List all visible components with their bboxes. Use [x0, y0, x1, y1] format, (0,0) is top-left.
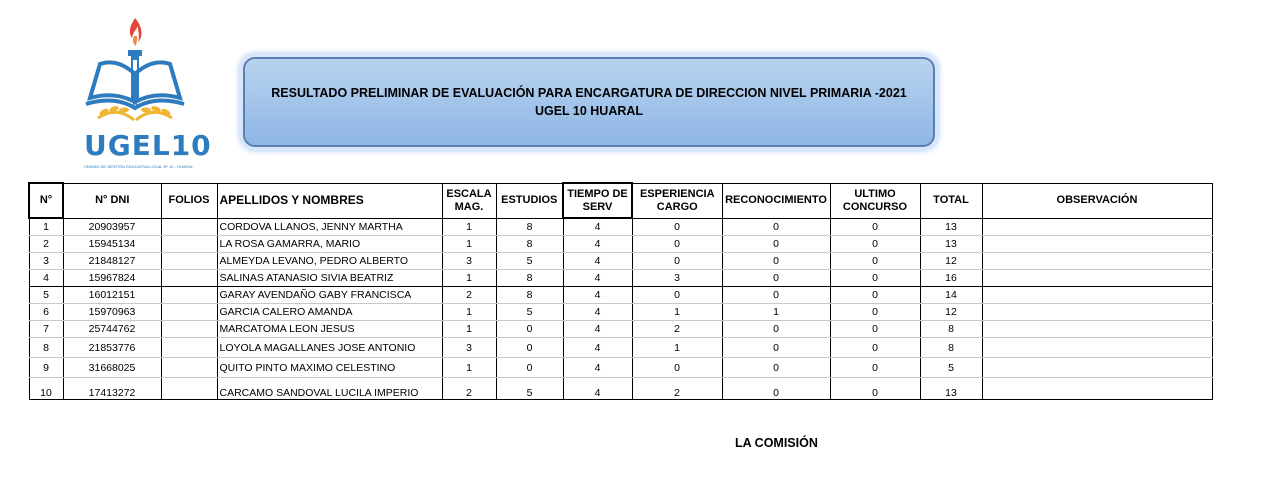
cell-experiencia: 0	[632, 236, 722, 253]
cell-experiencia: 1	[632, 338, 722, 358]
cell-ultimo: 0	[830, 321, 920, 338]
cell-dni: 15945134	[63, 236, 161, 253]
cell-observacion	[982, 304, 1212, 321]
cell-observacion	[982, 358, 1212, 378]
cell-dni: 25744762	[63, 321, 161, 338]
cell-dni: 21853776	[63, 338, 161, 358]
ugel10-logo	[78, 14, 212, 174]
cell-dni: 15970963	[63, 304, 161, 321]
cell-folios	[161, 321, 217, 338]
cell-estudios: 5	[496, 304, 563, 321]
cell-folios	[161, 287, 217, 304]
cell-estudios: 8	[496, 236, 563, 253]
cell-estudios: 8	[496, 218, 563, 236]
cell-experiencia: 0	[632, 358, 722, 378]
cell-nombre: CORDOVA LLANOS, JENNY MARTHA	[217, 218, 442, 236]
cell-nombre: LOYOLA MAGALLANES JOSE ANTONIO	[217, 338, 442, 358]
cell-escala: 2	[442, 378, 496, 400]
cell-reconocimiento: 0	[722, 287, 830, 304]
cell-ultimo: 0	[830, 304, 920, 321]
cell-total: 16	[920, 270, 982, 287]
logo-subtitle: UNIDAD DE GESTIÓN EDUCATIVA LOCAL Nº 10 - HUARAL	[84, 164, 194, 169]
cell-reconocimiento: 0	[722, 236, 830, 253]
cell-nombre: QUITO PINTO MAXIMO CELESTINO	[217, 358, 442, 378]
cell-escala: 1	[442, 218, 496, 236]
cell-observacion	[982, 338, 1212, 358]
cell-folios	[161, 358, 217, 378]
cell-ultimo: 0	[830, 236, 920, 253]
cell-total: 5	[920, 358, 982, 378]
cell-experiencia: 2	[632, 321, 722, 338]
cell-total: 8	[920, 338, 982, 358]
cell-experiencia: 2	[632, 378, 722, 400]
cell-num: 2	[29, 236, 63, 253]
cell-total: 13	[920, 236, 982, 253]
header-estudios: ESTUDIOS	[496, 183, 563, 218]
cell-dni: 20903957	[63, 218, 161, 236]
table-row	[29, 218, 1212, 236]
cell-experiencia: 3	[632, 270, 722, 287]
document-subtitle: UGEL 10 HUARAL	[534, 104, 644, 118]
table-row	[29, 270, 1212, 287]
cell-nombre: GARCIA CALERO AMANDA	[217, 304, 442, 321]
cell-total: 13	[920, 218, 982, 236]
cell-folios	[161, 236, 217, 253]
table-row	[29, 358, 1212, 378]
cell-num: 5	[29, 287, 63, 304]
cell-tiempo: 4	[563, 270, 632, 287]
comision-signature: LA COMISIÓN	[735, 436, 818, 450]
cell-escala: 1	[442, 270, 496, 287]
cell-experiencia: 0	[632, 218, 722, 236]
cell-total: 14	[920, 287, 982, 304]
cell-estudios: 0	[496, 338, 563, 358]
cell-tiempo: 4	[563, 378, 632, 400]
table-row	[29, 321, 1212, 338]
results-table	[28, 182, 1213, 400]
table-row	[29, 338, 1212, 358]
table-row	[29, 287, 1212, 304]
cell-ultimo: 0	[830, 358, 920, 378]
cell-tiempo: 4	[563, 218, 632, 236]
book-torch-emblem-icon	[78, 14, 208, 129]
cell-observacion	[982, 321, 1212, 338]
cell-escala: 3	[442, 338, 496, 358]
cell-folios	[161, 378, 217, 400]
cell-estudios: 5	[496, 378, 563, 400]
cell-estudios: 0	[496, 358, 563, 378]
cell-total: 13	[920, 378, 982, 400]
cell-num: 9	[29, 358, 63, 378]
cell-estudios: 8	[496, 287, 563, 304]
cell-num: 6	[29, 304, 63, 321]
header-num: N°	[29, 183, 63, 218]
cell-experiencia: 1	[632, 304, 722, 321]
cell-escala: 1	[442, 304, 496, 321]
header-ultimo: ULTIMO CONCURSO	[830, 183, 920, 218]
cell-estudios: 5	[496, 253, 563, 270]
cell-folios	[161, 270, 217, 287]
table-row	[29, 304, 1212, 321]
cell-folios	[161, 218, 217, 236]
cell-observacion	[982, 270, 1212, 287]
cell-tiempo: 4	[563, 321, 632, 338]
cell-num: 3	[29, 253, 63, 270]
cell-ultimo: 0	[830, 270, 920, 287]
cell-observacion	[982, 218, 1212, 236]
cell-reconocimiento: 0	[722, 321, 830, 338]
header-dni: N° DNI	[63, 183, 161, 218]
cell-dni: 16012151	[63, 287, 161, 304]
cell-tiempo: 4	[563, 236, 632, 253]
cell-experiencia: 0	[632, 253, 722, 270]
header-reconocimiento: RECONOCIMIENTO	[722, 183, 830, 218]
cell-observacion	[982, 253, 1212, 270]
cell-dni: 17413272	[63, 378, 161, 400]
cell-num: 1	[29, 218, 63, 236]
cell-escala: 2	[442, 287, 496, 304]
cell-nombre: ALMEYDA LEVANO, PEDRO ALBERTO	[217, 253, 442, 270]
header-tiempo: TIEMPO DE SERV	[563, 183, 632, 218]
cell-observacion	[982, 378, 1212, 400]
cell-ultimo: 0	[830, 218, 920, 236]
cell-folios	[161, 338, 217, 358]
header-escala: ESCALA MAG.	[442, 183, 496, 218]
cell-total: 12	[920, 304, 982, 321]
cell-ultimo: 0	[830, 338, 920, 358]
cell-tiempo: 4	[563, 304, 632, 321]
cell-observacion	[982, 236, 1212, 253]
header-observacion: OBSERVACIÓN	[982, 183, 1212, 218]
cell-tiempo: 4	[563, 253, 632, 270]
logo-text: UGEL10	[84, 129, 212, 162]
cell-folios	[161, 304, 217, 321]
cell-num: 10	[29, 378, 63, 400]
cell-ultimo: 0	[830, 287, 920, 304]
cell-ultimo: 0	[830, 253, 920, 270]
cell-nombre: SALINAS ATANASIO SIVIA BEATRIZ	[217, 270, 442, 287]
cell-experiencia: 0	[632, 287, 722, 304]
cell-nombre: GARAY AVENDAÑO GABY FRANCISCA	[217, 287, 442, 304]
cell-dni: 15967824	[63, 270, 161, 287]
cell-escala: 1	[442, 358, 496, 378]
table-row	[29, 378, 1212, 400]
cell-nombre: LA ROSA GAMARRA, MARIO	[217, 236, 442, 253]
cell-reconocimiento: 0	[722, 253, 830, 270]
document-title: RESULTADO PRELIMINAR DE EVALUACIÓN PARA ENCARGATURA DE DIRECCION NIVEL PRIMARIA -2021	[271, 86, 907, 100]
cell-reconocimiento: 0	[722, 338, 830, 358]
cell-num: 7	[29, 321, 63, 338]
header-folios: FOLIOS	[161, 183, 217, 218]
cell-nombre: MARCATOMA LEON JESUS	[217, 321, 442, 338]
table-row	[29, 253, 1212, 270]
cell-reconocimiento: 1	[722, 304, 830, 321]
header-total: TOTAL	[920, 183, 982, 218]
cell-observacion	[982, 287, 1212, 304]
cell-dni: 21848127	[63, 253, 161, 270]
header-nombres: APELLIDOS Y NOMBRES	[217, 183, 442, 218]
cell-tiempo: 4	[563, 287, 632, 304]
cell-estudios: 8	[496, 270, 563, 287]
title-box	[243, 57, 935, 147]
cell-total: 8	[920, 321, 982, 338]
cell-nombre: CARCAMO SANDOVAL LUCILA IMPERIO	[217, 378, 442, 400]
cell-tiempo: 4	[563, 358, 632, 378]
table-row	[29, 236, 1212, 253]
cell-num: 4	[29, 270, 63, 287]
cell-reconocimiento: 0	[722, 358, 830, 378]
cell-tiempo: 4	[563, 338, 632, 358]
header-experiencia: ESPERIENCIA CARGO	[632, 183, 722, 218]
cell-total: 12	[920, 253, 982, 270]
cell-folios	[161, 253, 217, 270]
cell-escala: 3	[442, 253, 496, 270]
cell-reconocimiento: 0	[722, 218, 830, 236]
cell-estudios: 0	[496, 321, 563, 338]
cell-reconocimiento: 0	[722, 270, 830, 287]
cell-escala: 1	[442, 321, 496, 338]
table-header-row	[29, 183, 1212, 218]
cell-num: 8	[29, 338, 63, 358]
cell-ultimo: 0	[830, 378, 920, 400]
cell-escala: 1	[442, 236, 496, 253]
cell-dni: 31668025	[63, 358, 161, 378]
cell-reconocimiento: 0	[722, 378, 830, 400]
